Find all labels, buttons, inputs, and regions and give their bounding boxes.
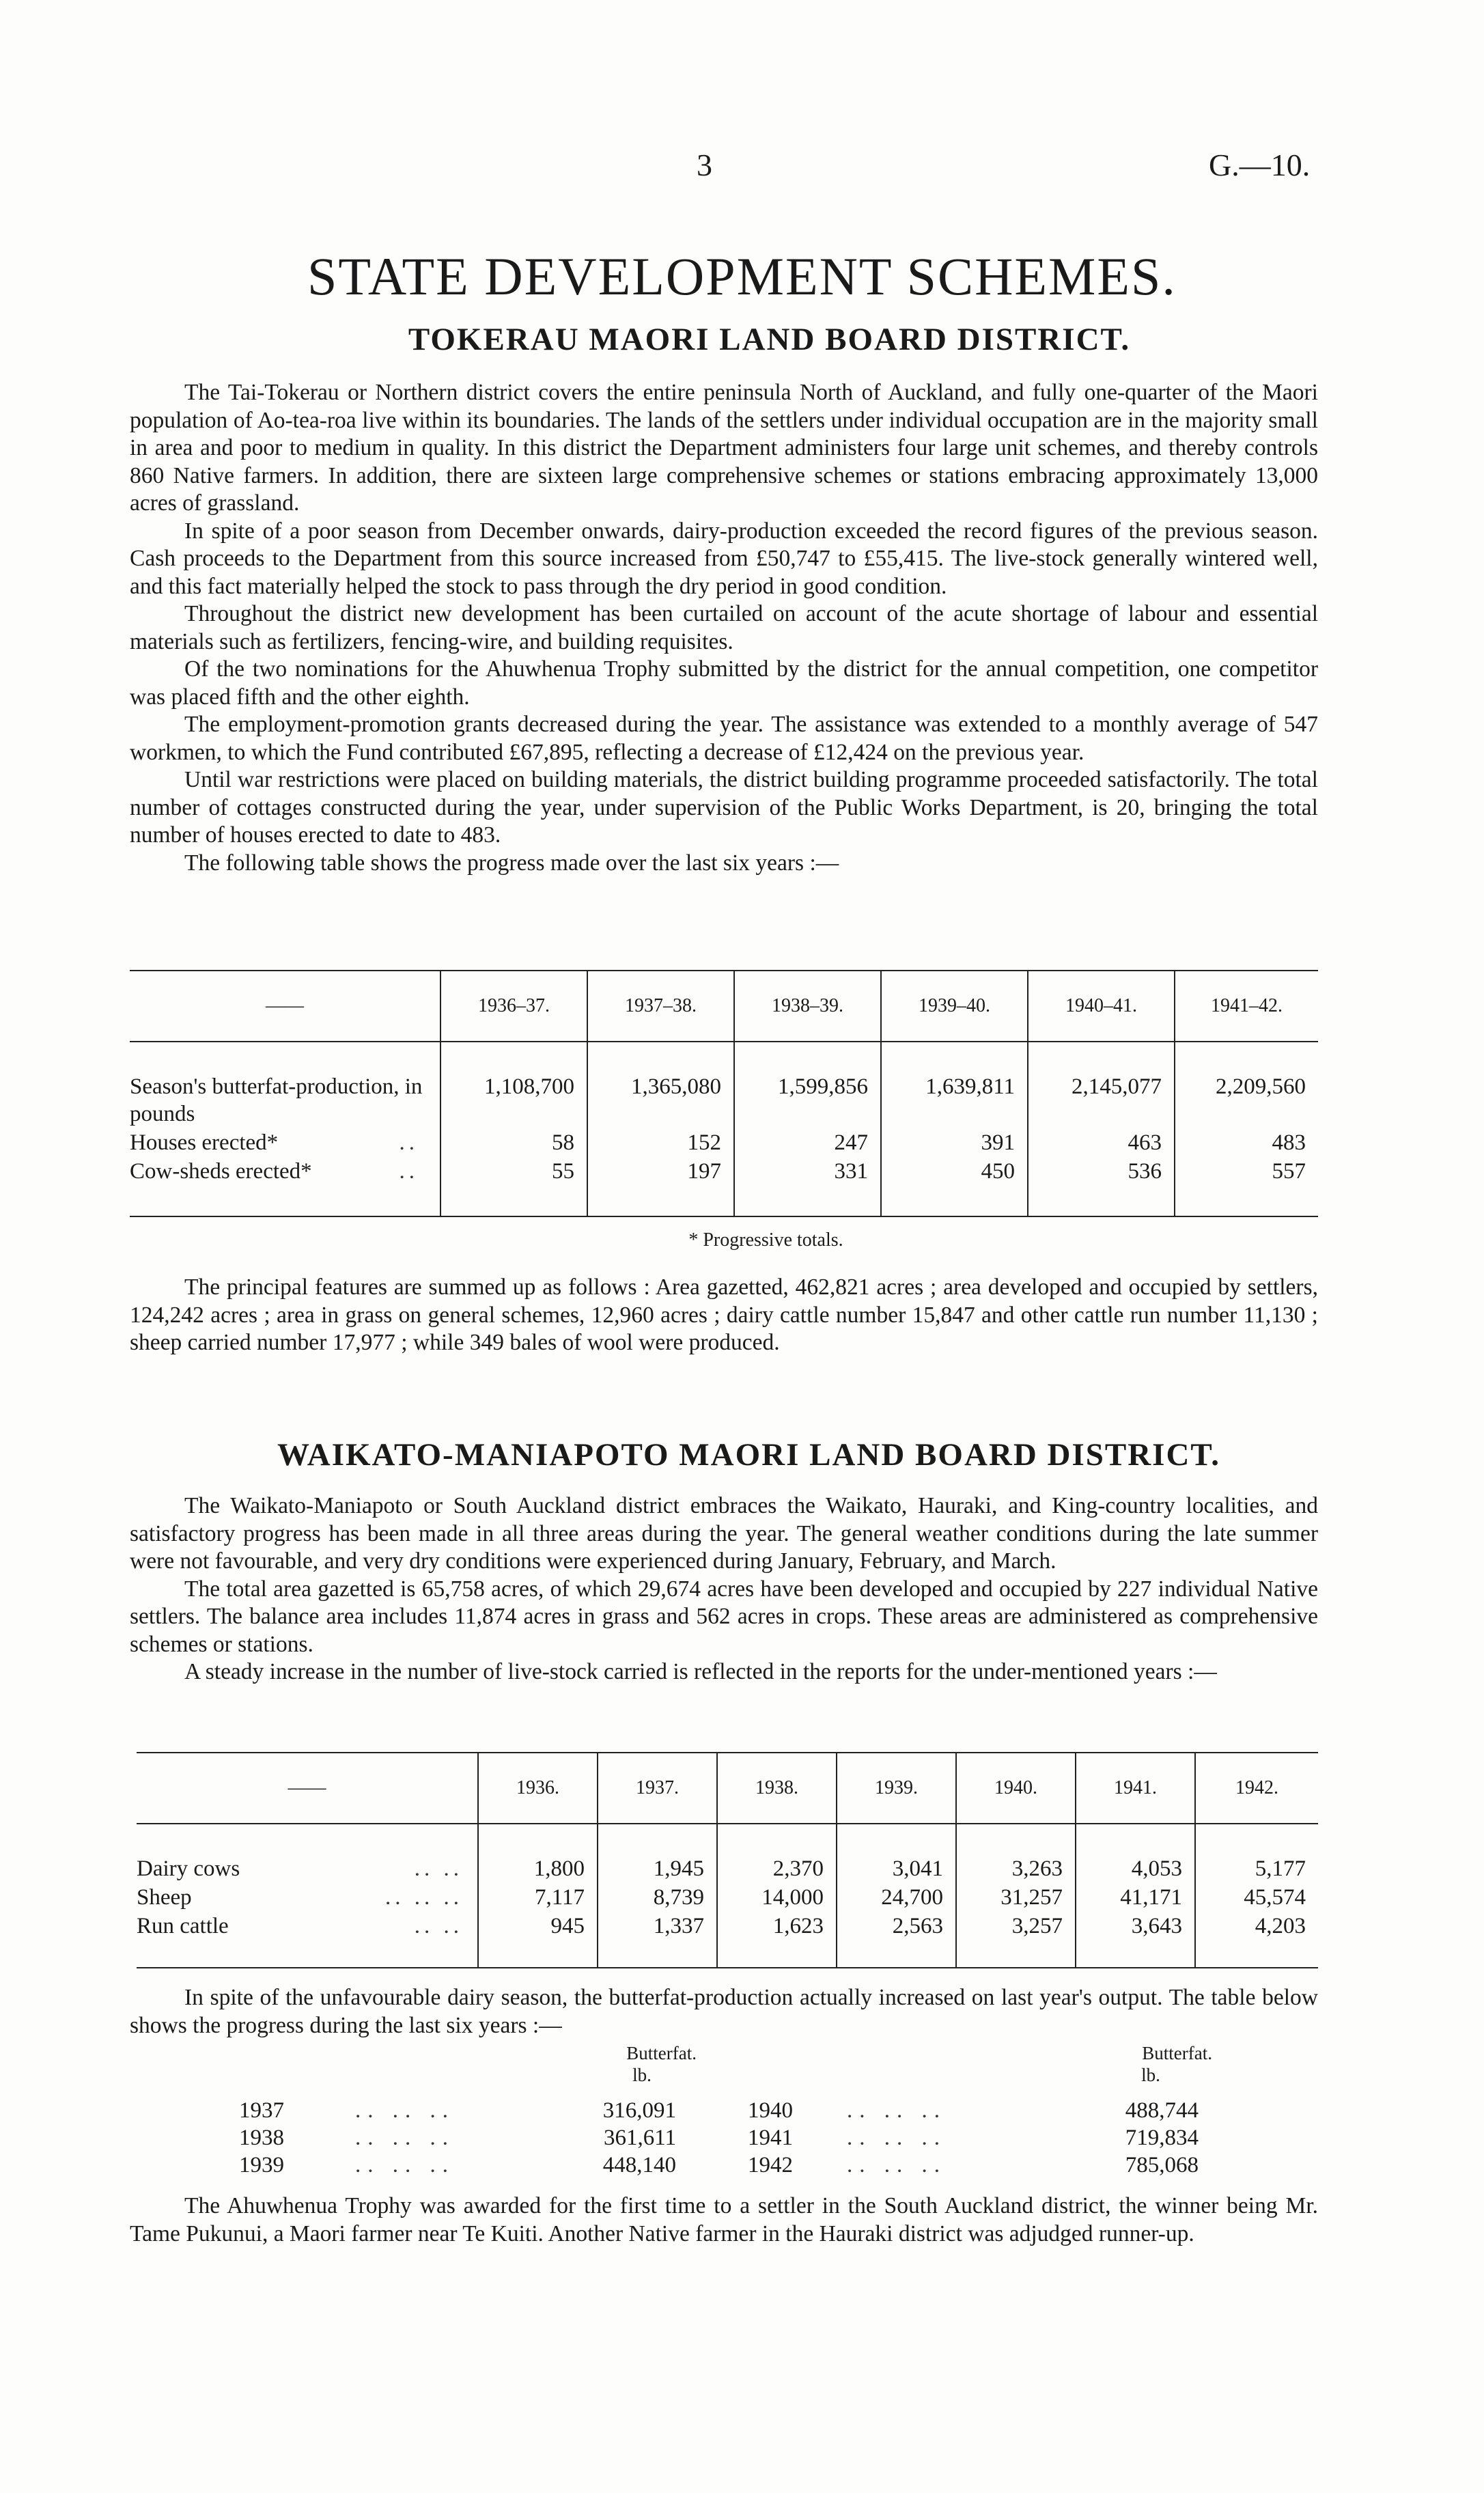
table-cell: 483	[1272, 1130, 1306, 1155]
paragraph: The Ahuwhenua Trophy was awarded for the first time to a settler in the South Auckland district, the winner being Mr. Tame Pukunui, a Maori farmer near Te Kuiti. Another Native farmer in the Hauraki district was adjudged runner-up.	[130, 2193, 1318, 2246]
waikato-body	[130, 1492, 1318, 1686]
table-cell: 55	[440, 1157, 587, 1216]
paragraph: Throughout the district new development has been curtailed on account of the acute shortage of labour and essential materials such as fertilizers, fencing-wire, and building requisites.	[130, 601, 1318, 654]
table-cell: 24,700	[837, 1883, 956, 1912]
table-corner: ——	[130, 971, 440, 1042]
table-cell: 8,739	[598, 1883, 717, 1912]
column-header: 1936–37.	[440, 971, 587, 1042]
column-header: 1938–39.	[734, 971, 881, 1042]
tokerau-summary	[130, 1274, 1318, 1357]
column-header: 1939–40.	[881, 971, 1028, 1042]
table-cell: 450	[881, 1157, 1028, 1216]
section-heading-waikato: WAIKATO-MANIAPOTO MAORI LAND BOARD DISTRICT.	[277, 1437, 1221, 1473]
table-cell: 58	[440, 1128, 587, 1157]
table-cell: 41,171	[1076, 1883, 1195, 1912]
table-cell: 945	[478, 1912, 598, 1968]
table-cell: 1,108,700	[440, 1042, 587, 1128]
table-cell: 1,599,856	[734, 1042, 881, 1128]
table-cell: 4,053	[1076, 1824, 1195, 1883]
paragraph: The principal features are summed up as follows : Area gazetted, 462,821 acres ; area developed and occupied by settlers, 124,242 acres ; area in grass on general schemes, 12,960 acres ; dairy cattle number 15,847 and other cattle run number 11,130 ; sheep carried number 17,977 ; while 349 bales of wool were produced.	[130, 1275, 1318, 1355]
table-cell: 1,639,811	[881, 1042, 1028, 1128]
table-row	[137, 1912, 1318, 1968]
table-cell: 152	[587, 1128, 734, 1157]
butterfat-intro	[130, 1984, 1318, 2039]
row-label: Season's butterfat-production, in pounds	[130, 1042, 440, 1128]
page-number: 3	[697, 148, 712, 182]
table-row	[137, 1824, 1318, 1883]
section-heading-tokerau: TOKERAU MAORI LAND BOARD DISTRICT.	[408, 322, 1131, 357]
table-row	[137, 1883, 1318, 1912]
table-row	[130, 1157, 1318, 1216]
table-cell: 2,563	[837, 1912, 956, 1968]
tokerau-progress-table	[130, 970, 1318, 1217]
document-reference: G.—10.	[1209, 148, 1311, 182]
paragraph: Until war restrictions were placed on building materials, the district building programme proceeded satisfactorily. The total number of cottages constructed during the year, under supervision of the Public Works Department, is 20, bringing the total number of houses erected to date to 483.	[130, 767, 1318, 848]
table-cell: 1,337	[598, 1912, 717, 1968]
table-row	[130, 1042, 1318, 1128]
table-header-row	[130, 971, 1318, 1042]
table-cell: 1,800	[478, 1824, 598, 1883]
column-header: 1937–38.	[587, 971, 734, 1042]
table-cell: 4,203	[1195, 1912, 1318, 1968]
row-label: Sheep .. .. ..	[137, 1883, 478, 1912]
butterfat-row: 1937 .. .. .. 316,091 1940 .. .. .. 488,744	[239, 2098, 1199, 2123]
table-corner: ——	[137, 1753, 478, 1824]
table-cell: 2,145,077	[1028, 1042, 1175, 1128]
paragraph: The following table shows the progress made over the last six years :—	[184, 850, 839, 876]
column-header: 1937.	[598, 1753, 717, 1824]
row-label: Run cattle .. ..	[137, 1912, 478, 1968]
paragraph: A steady increase in the number of live-stock carried is reflected in the reports for the under-mentioned years :—	[184, 1659, 1217, 1684]
table-cell: 3,041	[837, 1824, 956, 1883]
row-label: Cow-sheds erected* ..	[130, 1157, 440, 1216]
table-cell: 247	[734, 1128, 881, 1157]
column-header: 1938.	[717, 1753, 837, 1824]
row-label: Dairy cows .. ..	[137, 1824, 478, 1883]
table-cell: 391	[881, 1128, 1028, 1157]
table-cell: 31,257	[956, 1883, 1076, 1912]
table-cell: 463	[1028, 1128, 1175, 1157]
table-cell: 3,257	[956, 1912, 1076, 1968]
paragraph: In spite of a poor season from December onwards, dairy-production exceeded the record figures of the previous season. Cash proceeds to the Department from this source increased from £50,747 to £55,415. The live-stock generally wintered well, and this fact materially helped the stock to pass through the dry period in good condition.	[130, 518, 1318, 599]
table-cell: 197	[587, 1157, 734, 1216]
column-header: 1939.	[837, 1753, 956, 1824]
paragraph: In spite of the unfavourable dairy season, the butterfat-production actually increased on last year's output. The table below shows the progress during the last six years :—	[130, 1985, 1318, 2038]
column-header: 1940–41.	[1028, 971, 1175, 1042]
table-row	[130, 1128, 1318, 1157]
butterfat-header-right: Butterfat. lb.	[1141, 2043, 1212, 2085]
table-cell: 3,643	[1076, 1912, 1195, 1968]
table-cell: 557	[1175, 1157, 1318, 1216]
butterfat-header-left: Butterfat. lb.	[626, 2043, 697, 2085]
paragraph: Of the two nominations for the Ahuwhenua Trophy submitted by the district for the annual competition, one competitor was placed fifth and the other eighth.	[130, 656, 1318, 710]
table-cell: 536	[1028, 1157, 1175, 1216]
butterfat-row: 1939 .. .. .. 448,140 1942 .. .. .. 785,068	[239, 2153, 1199, 2177]
row-label: Houses erected* ..	[130, 1128, 440, 1157]
column-header: 1941.	[1076, 1753, 1195, 1824]
table-cell: 5,177	[1255, 1856, 1306, 1881]
table-cell: 1,365,080	[587, 1042, 734, 1128]
closing-paragraph	[130, 2192, 1318, 2248]
butterfat-row: 1938 .. .. .. 361,611 1941 .. .. .. 719,834	[239, 2126, 1199, 2150]
column-header: 1942.	[1235, 1777, 1278, 1798]
table-header-row	[137, 1753, 1318, 1824]
table-cell: 331	[734, 1157, 881, 1216]
table-cell: 14,000	[717, 1883, 837, 1912]
paragraph: The Tai-Tokerau or Northern district covers the entire peninsula North of Auckland, and fully one-quarter of the Maori population of Ao-tea-roa live within its boundaries. The lands of the settlers under individual occupation are in the majority small in area and poor to medium in quality. In this district the Department administers four large unit schemes, and thereby controls 860 Native farmers. In addition, there are sixteen large comprehensive schemes or stations embracing approximately 13,000 acres of grassland.	[130, 380, 1318, 516]
table-cell: 7,117	[478, 1883, 598, 1912]
column-header: 1940.	[956, 1753, 1076, 1824]
page-title: STATE DEVELOPMENT SCHEMES.	[307, 247, 1177, 306]
table-cell: 2,370	[717, 1824, 837, 1883]
table-footnote: * Progressive totals.	[688, 1229, 843, 1251]
column-header: 1941–42.	[1211, 995, 1283, 1016]
paragraph: The total area gazetted is 65,758 acres, of which 29,674 acres have been developed and occupied by 227 individual Native settlers. The balance area includes 11,874 acres in grass and 562 acres in crops. These areas are administered as comprehensive schemes or stations.	[130, 1576, 1318, 1657]
table-cell: 1,945	[598, 1824, 717, 1883]
table-cell: 1,623	[717, 1912, 837, 1968]
table-cell: 3,263	[956, 1824, 1076, 1883]
table-cell: 2,209,560	[1216, 1074, 1306, 1099]
waikato-livestock-table	[137, 1752, 1318, 1968]
paragraph: The employment-promotion grants decreased during the year. The assistance was extended to a monthly average of 547 workmen, to which the Fund contributed £67,895, reflecting a decrease of £12,424 on the previous year.	[130, 712, 1318, 765]
column-header: 1936.	[478, 1753, 598, 1824]
paragraph: The Waikato-Maniapoto or South Auckland district embraces the Waikato, Hauraki, and King-country localities, and satisfactory progress has been made in all three areas during the year. The general weather conditions during the late summer were not favourable, and very dry conditions were experienced during January, February, and March.	[130, 1493, 1318, 1574]
tokerau-body	[130, 379, 1318, 877]
table-cell: 45,574	[1244, 1885, 1306, 1910]
